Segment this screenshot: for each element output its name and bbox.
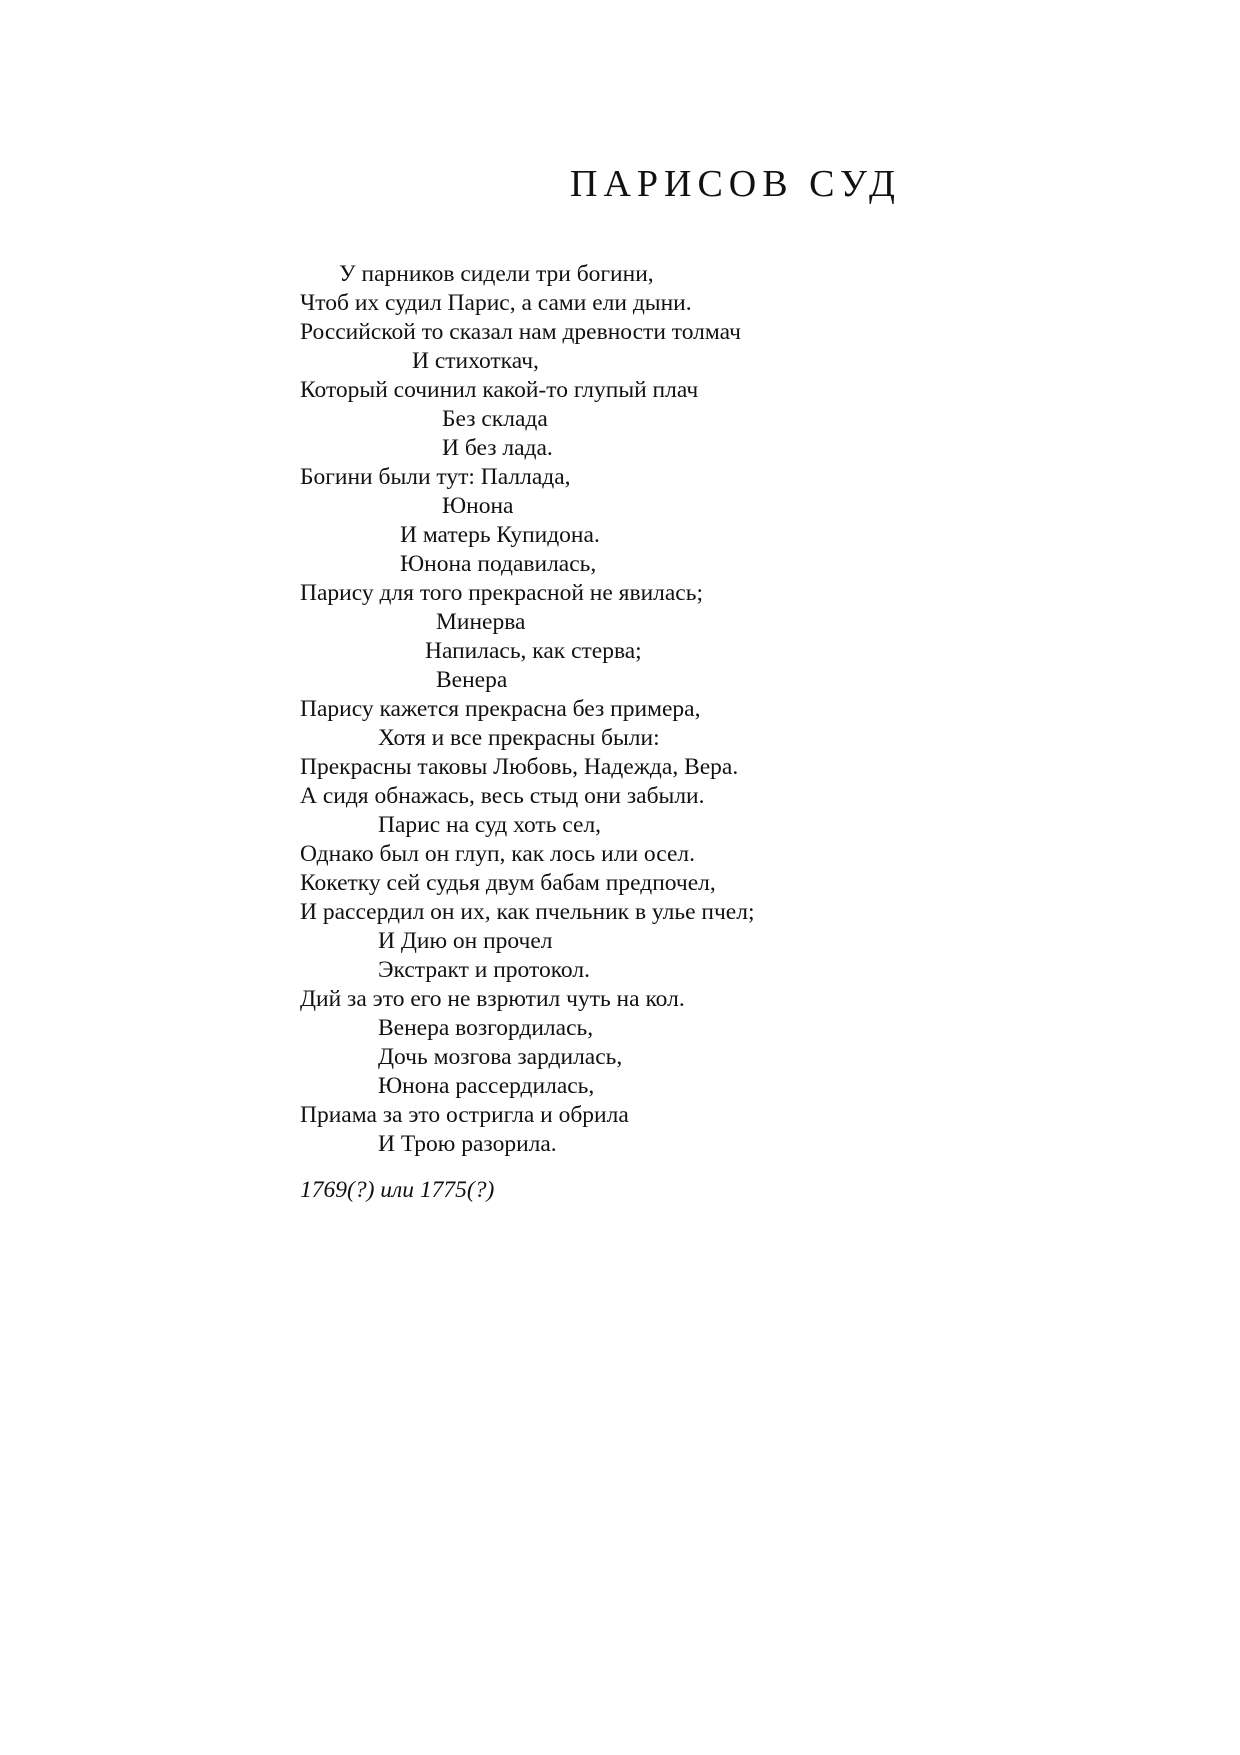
poem-line: Экстракт и протокол. <box>378 957 590 983</box>
poem-line: Прекрасны таковы Любовь, Надежда, Вера. <box>300 754 739 780</box>
poem-line: Минерва <box>436 609 526 635</box>
poem-title: ПАРИСОВ СУД <box>570 163 901 205</box>
poem-line: Парису кажется прекрасна без примера, <box>300 696 701 722</box>
poem-line: Юнона рассердилась, <box>378 1073 595 1099</box>
poem-line: И рассердил он их, как пчельник в улье пчел; <box>300 899 755 925</box>
poem-line: У парников сидели три богини, <box>339 261 654 287</box>
poem-line: Венера <box>436 667 508 693</box>
poem-line: Парису для того прекрасной не явилась; <box>300 580 703 606</box>
poem-line: Дий за это его не взрютил чуть на кол. <box>300 986 685 1012</box>
poem-line: Кокетку сей судья двум бабам предпочел, <box>300 870 716 896</box>
poem-line: Чтоб их судил Парис, а сами ели дыни. <box>300 290 692 316</box>
poem-line: Парис на суд хоть сел, <box>378 812 602 838</box>
poem-line: Который сочинил какой-то глупый плач <box>300 377 699 403</box>
poem-date: 1769(?) или 1775(?) <box>300 1177 495 1203</box>
poem-line: И без лада. <box>442 435 553 461</box>
poem-line: Приама за это остригла и обрила <box>300 1102 629 1128</box>
poem-line: Напилась, как стерва; <box>425 638 642 664</box>
poem-line: Однако был он глуп, как лось или осел. <box>300 841 695 867</box>
poem-line: Богини были тут: Паллада, <box>300 464 571 490</box>
poem-line: Без склада <box>442 406 548 432</box>
poem-line: И матерь Купидона. <box>400 522 600 548</box>
poem-line: Венера возгордилась, <box>378 1015 594 1041</box>
poem-line: Юнона <box>442 493 514 519</box>
poem-body <box>300 260 754 1159</box>
poem-line: И Трою разорила. <box>378 1131 557 1157</box>
poem-line: Хотя и все прекрасны были: <box>378 725 660 751</box>
poem-line: Юнона подавилась, <box>400 551 597 577</box>
poem-line: И стихоткач, <box>412 348 539 374</box>
poem-line: И Дию он прочел <box>378 928 553 954</box>
poem-line: Российской то сказал нам древности толмач <box>300 319 741 345</box>
poem-line: Дочь мозгова зардилась, <box>378 1044 623 1070</box>
poem-line: А сидя обнажась, весь стыд они забыли. <box>300 783 705 809</box>
